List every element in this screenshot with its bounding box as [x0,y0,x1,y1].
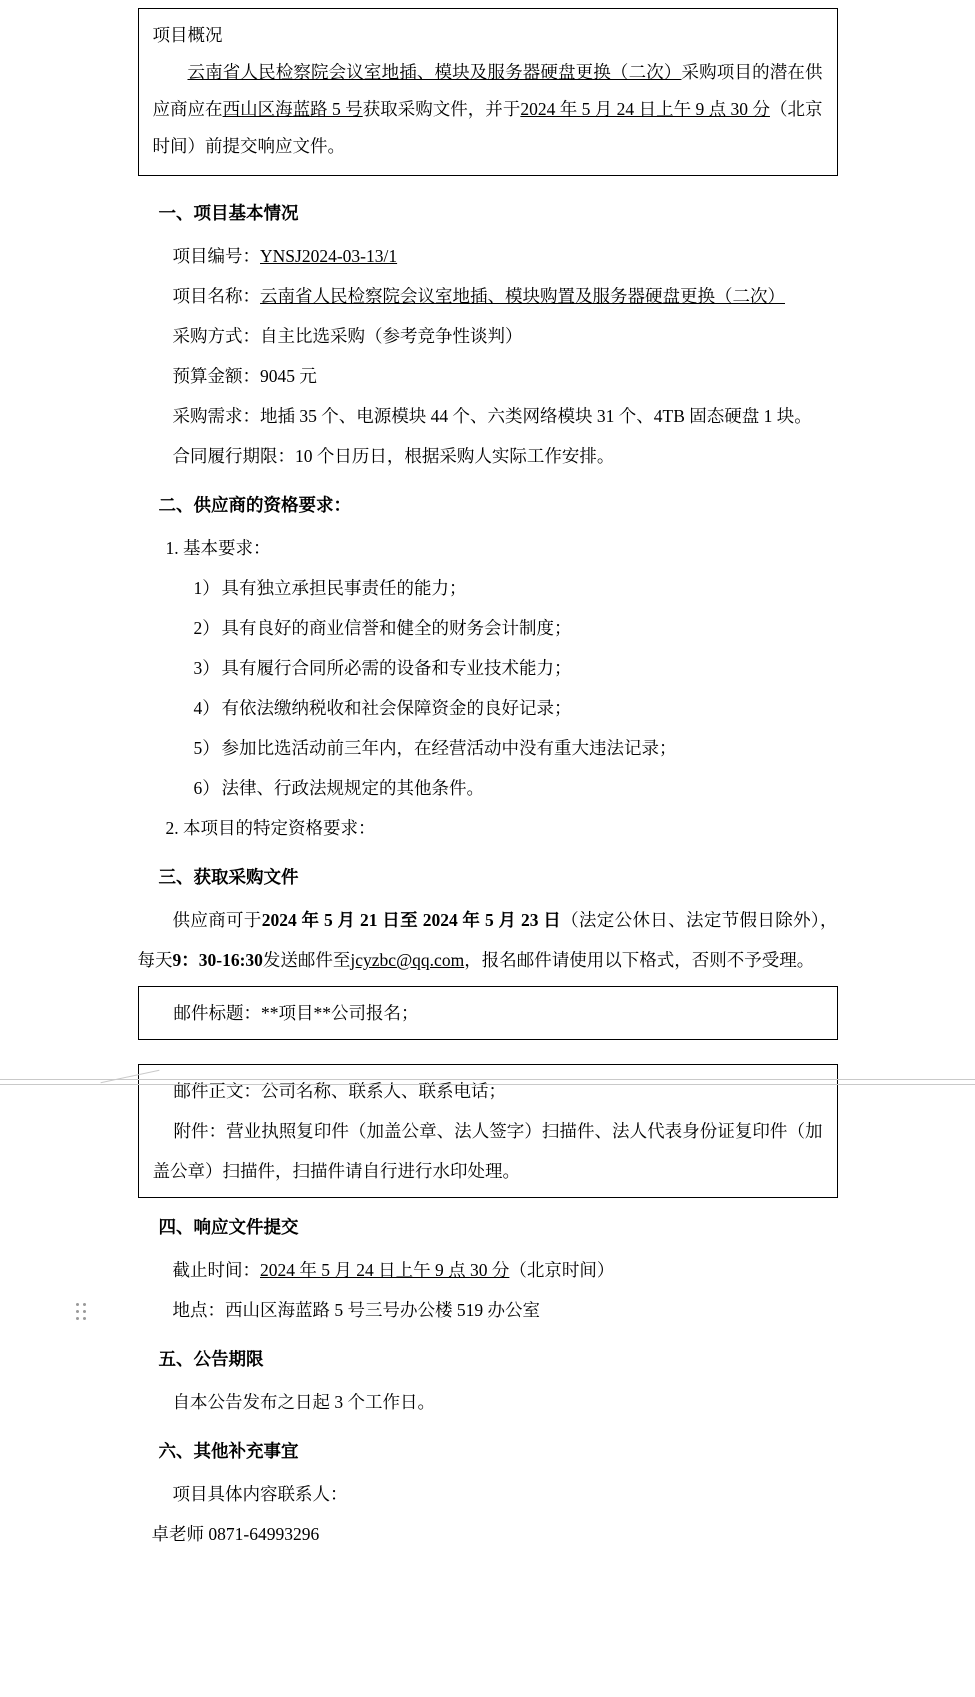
page-break-line-bottom [0,1084,975,1085]
contract-label: 合同履行期限： [172,446,295,466]
acq-dates: 2024 年 5 月 21 日至 2024 年 5 月 23 日 [261,910,562,930]
overview-place: 西山区海蓝路 5 号 [222,99,363,119]
section-1-heading: 一、项目基本情况 [158,204,299,224]
requirement-item-number: 6） [193,778,220,798]
requirement-item-text: 参加比选活动前三年内，在经营活动中没有重大违法记录； [221,738,677,758]
demand-line [138,396,838,436]
acq-time: 9：30-16:30 [172,950,263,970]
drag-handle-icon[interactable] [76,1303,88,1321]
overview-mid: 采购项目的潜在供应商应在 [152,62,823,119]
overview-tail: （北京时间）前提交响应文件。 [152,99,823,156]
section-3-heading: 三、获取采购文件 [158,868,299,888]
requirement-item-number: 5） [193,738,220,758]
submission-deadline-label: 截止时间： [172,1260,260,1280]
section-5-heading: 五、公告期限 [158,1350,264,1370]
requirement-item-number: 3） [193,658,220,678]
contact-label: 项目具体内容联系人： [172,1484,348,1504]
mail-attachment-label: 附件： [173,1121,227,1141]
requirement-item-text: 具有履行合同所必需的设备和专业技术能力； [221,658,572,678]
basic-requirements-label: 1. 基本要求： [165,538,271,558]
section-4-heading: 四、响应文件提交 [158,1218,299,1238]
budget-value: 9045 元 [260,366,317,386]
requirement-item-text: 具有良好的商业信誉和健全的财务会计制度； [221,618,572,638]
acq-mid2: 发送邮件至 [262,950,351,970]
budget-line [138,356,838,396]
requirement-item-number: 4） [193,698,220,718]
project-name-line [138,276,838,316]
project-no-label: 项目编号： [172,246,260,266]
overview-title: 项目概况 [152,25,223,45]
overview-mid2: 获取采购文件，并于 [362,99,521,119]
requirement-item-text: 法律、行政法规规定的其他条件。 [221,778,484,798]
mail-attachment-line [153,1111,823,1191]
mail-body-value: 公司名称、联系人、联系电话； [261,1081,506,1101]
acq-email[interactable]: jcyzbc@qq.com [350,950,465,970]
requirement-item [138,648,838,688]
requirement-item-number: 1） [193,578,220,598]
acq-tail: ，报名邮件请使用以下格式，否则不予受理。 [464,950,815,970]
overview-paragraph [153,54,823,165]
submission-deadline-value: 2024 年 5 月 24 日上午 9 点 30 分 [260,1260,510,1280]
overview-deadline: 2024 年 5 月 24 日上午 9 点 30 分 [520,99,770,119]
requirement-item [138,568,838,608]
submission-deadline-tail: （北京时间） [509,1260,615,1280]
document-body [138,0,838,1554]
requirement-item [138,768,838,808]
requirement-item-text: 有依法缴纳税收和社会保障资金的良好记录； [221,698,572,718]
requirement-item [138,688,838,728]
mail-body-line [153,1071,823,1111]
submission-place-line [138,1290,838,1330]
mail-subject-label: 邮件标题： [173,1003,261,1023]
contract-line [138,436,838,476]
mail-subject-line [153,993,823,1033]
demand-label: 采购需求： [172,406,260,426]
acq-mid: （法定公休日、法定节假日除外），每天 [137,910,838,970]
submission-deadline-line [138,1250,838,1290]
budget-label: 预算金额： [172,366,260,386]
submission-place-value: 西山区海蓝路 5 号三号办公楼 519 办公室 [225,1300,540,1320]
mail-subject-box [138,986,838,1040]
acq-prefix: 供应商可于 [172,910,262,930]
overview-box [138,8,838,176]
special-requirements-label: 2. 本项目的特定资格要求： [165,818,376,838]
project-name-value: 云南省人民检察院会议室地插、模块购置及服务器硬盘更换（二次） [260,286,785,306]
project-name-label: 项目名称： [172,286,260,306]
mail-subject-value: **项目**公司报名； [261,1003,419,1023]
contract-value: 10 个日历日，根据采购人实际工作安排。 [295,446,615,466]
mail-attachment-value: 营业执照复印件（加盖公章、法人签字）扫描件、法人代表身份证复印件（加盖公章）扫描件，扫描件请自行进行水印处理。 [152,1121,823,1181]
page-break-line-top [0,1079,975,1080]
overview-project-name: 云南省人民检察院会议室地插、模块及服务器硬盘更换（二次） [187,62,682,82]
method-label: 采购方式： [172,326,260,346]
requirement-item [138,728,838,768]
method-value: 自主比选采购（参考竞争性谈判） [260,326,523,346]
method-line [138,316,838,356]
demand-value: 地插 35 个、电源模块 44 个、六类网络模块 31 个、4TB 固态硬盘 1 块。 [260,406,812,426]
document-acquisition-paragraph [138,900,838,980]
project-no-line [138,236,838,276]
contact-value: 卓老师 0871-64993296 [151,1524,320,1544]
requirement-item-number: 2） [193,618,220,638]
requirement-item-text: 具有独立承担民事责任的能力； [221,578,467,598]
requirement-item [138,608,838,648]
submission-place-label: 地点： [172,1300,225,1320]
announcement-period-text: 自本公告发布之日起 3 个工作日。 [172,1392,435,1412]
section-6-heading: 六、其他补充事宜 [158,1442,299,1462]
mail-body-label: 邮件正文： [173,1081,261,1101]
project-no-value: YNSJ2024-03-13/1 [260,246,398,266]
section-2-heading: 二、供应商的资格要求： [158,496,351,516]
